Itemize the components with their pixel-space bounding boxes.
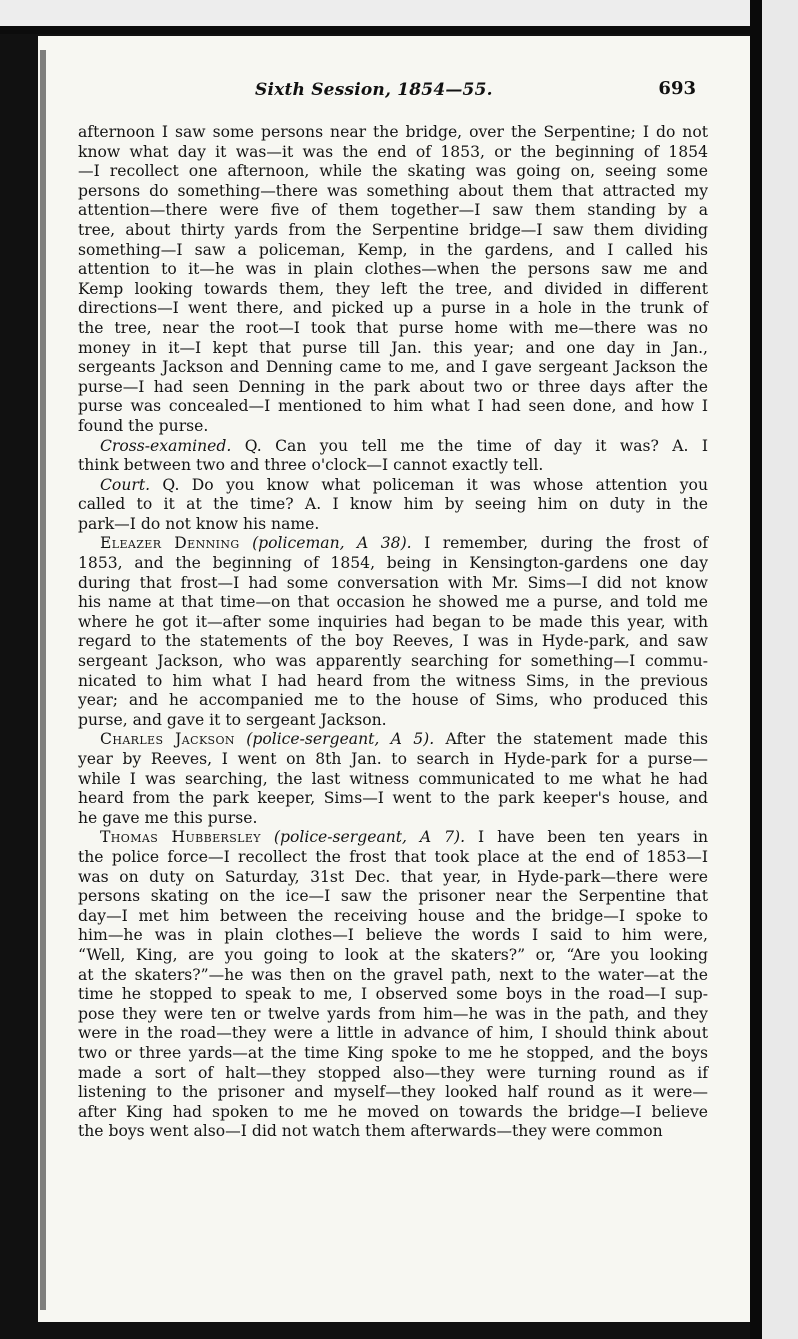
line-text: persons do something—there was something about them that attracted my xyxy=(78,181,708,200)
text-line xyxy=(78,182,708,202)
line-text: during that frost—I had some conversation with Mr. Sims—I did not know xyxy=(78,573,708,592)
page-header xyxy=(60,40,710,100)
text-line xyxy=(78,417,708,437)
paragraph-p5 xyxy=(78,730,708,828)
paragraph-p2 xyxy=(78,437,708,476)
line-text: at the skaters?”—he was then on the gravel path, next to the water—at the xyxy=(78,965,708,984)
body-text xyxy=(78,123,708,1142)
line-text: attention—there were five of them together—I saw them standing by a xyxy=(78,201,708,220)
paragraph-p4 xyxy=(78,534,708,730)
text-line xyxy=(78,1083,708,1103)
scan-background-right xyxy=(762,0,798,1339)
text-line xyxy=(78,593,708,613)
text-line xyxy=(78,299,708,319)
text-line xyxy=(78,750,708,770)
line-text: his name at that time—on that occasion he showed me a purse, and told me xyxy=(78,593,708,612)
text-line xyxy=(78,613,708,633)
text-line xyxy=(78,691,708,711)
line-text: day—I met him between the receiving house and the bridge—I spoke to xyxy=(78,906,708,925)
text-line xyxy=(78,162,708,182)
text-line xyxy=(78,574,708,594)
text-line xyxy=(78,123,708,143)
line-text: money in it—I kept that purse till Jan. this year; and one day in Jan., xyxy=(78,338,708,357)
text-line xyxy=(78,1122,708,1142)
line-text: I have been ten years in xyxy=(465,828,708,847)
text-line xyxy=(78,260,708,280)
text-line xyxy=(78,456,708,476)
line-text: something—I saw a policeman, Kemp, in the gardens, and I called his xyxy=(78,240,708,259)
speaker-lead: Court. xyxy=(100,475,151,494)
line-text: purse was concealed—I mentioned to him what I had seen done, and how I xyxy=(78,397,708,416)
page-number: 693 xyxy=(658,78,696,99)
line-text: listening to the prisoner and myself—they looked half round as it were— xyxy=(78,1083,708,1102)
text-line xyxy=(78,534,708,554)
text-line xyxy=(78,848,708,868)
text-line xyxy=(78,887,708,907)
speaker-role: (police-sergeant, A 7). xyxy=(273,828,466,847)
line-text: know what day it was—it was the end of 1853, or the beginning of 1854 xyxy=(78,142,708,161)
line-text: tree, about thirty yards from the Serpentine bridge—I saw them dividing xyxy=(78,220,708,239)
line-text: directions—I went there, and picked up a purse in a hole in the trunk of xyxy=(78,299,708,318)
line-text: where he got it—after some inquiries had began to be made this year, with xyxy=(78,612,708,631)
text-line xyxy=(78,652,708,672)
text-line xyxy=(78,809,708,829)
text-line xyxy=(78,770,708,790)
line-text: heard from the park keeper, Sims—I went to the park keeper's house, and xyxy=(78,789,708,808)
text-line xyxy=(78,437,708,457)
line-text: he gave me this purse. xyxy=(78,808,258,827)
paragraph-p3 xyxy=(78,476,708,535)
speaker-lead: Eleazer Denning xyxy=(100,534,240,553)
page-gutter xyxy=(40,50,46,1310)
text-line xyxy=(78,946,708,966)
text-line xyxy=(78,1044,708,1064)
text-line xyxy=(78,926,708,946)
line-text: was on duty on Saturday, 31st Dec. that year, in Hyde-park—there were xyxy=(78,867,708,886)
text-line xyxy=(78,789,708,809)
line-text: 1853, and the beginning of 1854, being in Kensington-gardens one day xyxy=(78,554,708,573)
speaker-lead: Cross-examined. xyxy=(100,436,232,455)
line-text: sergeant Jackson, who was apparently searching for something—I commu- xyxy=(78,652,708,671)
line-text: pose they were ten or twelve yards from him—he was in the path, and they xyxy=(78,1004,708,1023)
text-line xyxy=(78,280,708,300)
text-line xyxy=(78,907,708,927)
speaker-role: (policeman, A 38). xyxy=(252,534,412,553)
text-line xyxy=(78,828,708,848)
text-line xyxy=(78,495,708,515)
line-text: two or three yards—at the time King spoke to me he stopped, and the boys xyxy=(78,1043,708,1062)
line-text: Q. Do you know what policeman it was whose attention you xyxy=(150,475,708,494)
text-line xyxy=(78,319,708,339)
text-line xyxy=(78,554,708,574)
line-text: After the statement made this xyxy=(434,730,708,749)
text-line xyxy=(78,868,708,888)
line-text: purse, and gave it to sergeant Jackson. xyxy=(78,710,387,729)
speaker-lead: Thomas Hubbersley xyxy=(100,828,261,847)
text-line xyxy=(78,632,708,652)
line-text: found the purse. xyxy=(78,416,209,435)
book-edge-shadow xyxy=(0,26,760,34)
running-title: Sixth Session, 1854—55. xyxy=(255,80,493,100)
paragraph-p6 xyxy=(78,828,708,1142)
line-text: nicated to him what I had heard from the witness Sims, in the previous xyxy=(78,671,708,690)
text-line xyxy=(78,358,708,378)
text-line xyxy=(78,985,708,1005)
line-text: attention to it—he was in plain clothes—when the persons saw me and xyxy=(78,260,708,279)
text-line xyxy=(78,672,708,692)
line-text: —I recollect one afternoon, while the skating was going on, seeing some xyxy=(78,162,708,181)
line-text: the tree, near the root—I took that purse home with me—there was no xyxy=(78,318,708,337)
speaker-lead: Charles Jackson xyxy=(100,730,235,749)
line-text: purse—I had seen Denning in the park about two or three days after the xyxy=(78,377,708,396)
line-text: sergeants Jackson and Denning came to me, and I gave sergeant Jackson the xyxy=(78,358,708,377)
text-line xyxy=(78,1103,708,1123)
text-line xyxy=(78,1005,708,1025)
line-text: the police force—I recollect the frost that took place at the end of 1853—I xyxy=(78,847,708,866)
line-text: year; and he accompanied me to the house of Sims, who produced this xyxy=(78,691,708,710)
line-text: were in the road—they were a little in advance of him, I should think about xyxy=(78,1024,708,1043)
line-text: time he stopped to speak to me, I observed some boys in the road—I sup- xyxy=(78,985,708,1004)
speaker-role: (police-sergeant, A 5). xyxy=(246,730,435,749)
line-text: I remember, during the frost of xyxy=(411,534,708,553)
paragraph-p1 xyxy=(78,123,708,437)
line-text: park—I do not know his name. xyxy=(78,514,320,533)
text-line xyxy=(78,378,708,398)
line-text: the boys went also—I did not watch them afterwards—they were common xyxy=(78,1122,663,1141)
text-line xyxy=(78,201,708,221)
line-text: “Well, King, are you going to look at the skaters?” or, “Are you looking xyxy=(78,945,708,964)
line-text: think between two and three o'clock—I cannot exactly tell. xyxy=(78,456,544,475)
line-text: while I was searching, the last witness communicated to me what he had xyxy=(78,769,708,788)
text-line xyxy=(78,711,708,731)
text-line xyxy=(78,966,708,986)
text-line xyxy=(78,476,708,496)
text-line xyxy=(78,515,708,535)
line-text: regard to the statements of the boy Reeves, I was in Hyde-park, and saw xyxy=(78,632,708,651)
line-text: made a sort of halt—they stopped also—they were turning round as if xyxy=(78,1063,708,1082)
text-line xyxy=(78,241,708,261)
line-text: afternoon I saw some persons near the bridge, over the Serpentine; I do not xyxy=(78,123,708,141)
text-line xyxy=(78,143,708,163)
line-text: year by Reeves, I went on 8th Jan. to search in Hyde-park for a purse— xyxy=(78,750,708,768)
line-text: persons skating on the ice—I saw the prisoner near the Serpentine that xyxy=(78,887,708,906)
line-text: after King had spoken to me he moved on towards the bridge—I believe xyxy=(78,1102,708,1121)
line-text: Kemp looking towards them, they left the tree, and divided in different xyxy=(78,279,708,298)
line-text: called to it at the time? A. I know him by seeing him on duty in the xyxy=(78,495,708,514)
text-line xyxy=(78,221,708,241)
line-text: him—he was in plain clothes—I believe the words I said to him were, xyxy=(78,926,708,945)
text-line xyxy=(78,730,708,750)
line-text: Q. Can you tell me the time of day it was? A. I xyxy=(231,436,708,455)
text-line xyxy=(78,339,708,359)
text-line xyxy=(78,1024,708,1044)
text-line xyxy=(78,1064,708,1084)
text-line xyxy=(78,397,708,417)
